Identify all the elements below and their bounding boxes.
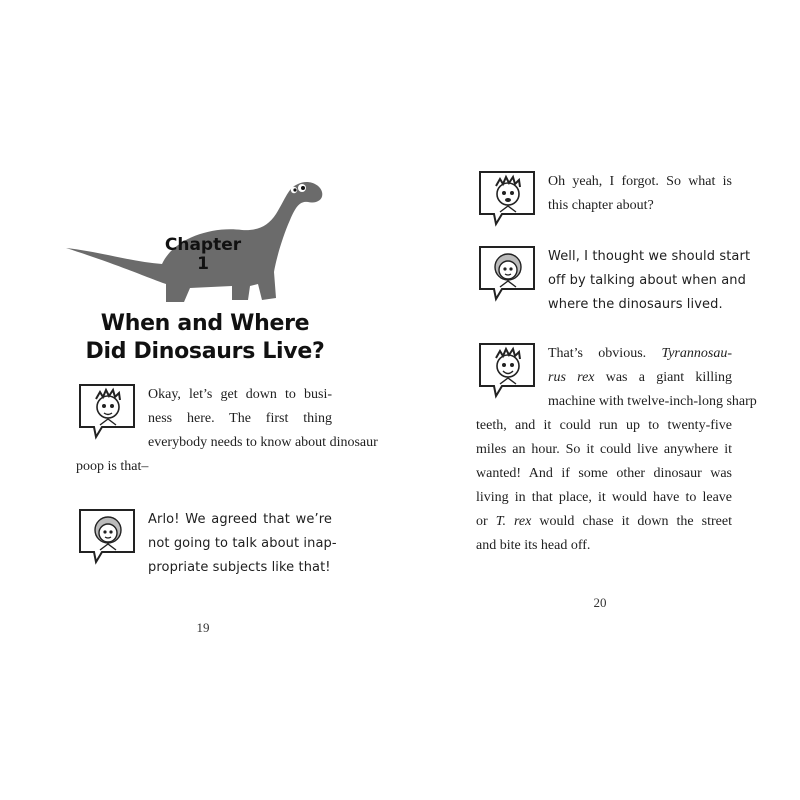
text-line: this chapter about?: [548, 198, 654, 213]
chapter-word: Chapter: [164, 235, 242, 255]
text-line: poop is that–: [76, 459, 149, 474]
text-line: teeth, and it could run up to twenty-five: [476, 418, 732, 433]
text-line: Well, I thought we should start: [548, 249, 751, 264]
dialogue-block-arlo-2: [476, 170, 732, 232]
text-run: would chase it down the street: [531, 514, 732, 529]
text-line: and bite its head off.: [476, 538, 591, 553]
chapter-title-line2: Did Dinosaurs Live?: [85, 339, 325, 364]
text-line: miles an hour. So it could live anywhere it: [476, 442, 732, 457]
chapter-label: [158, 236, 248, 274]
text-line: living in that place, it would have to leave: [476, 490, 732, 505]
dialogue-block-girl-1: [76, 508, 337, 580]
text-line: everybody needs to know about dinosaur: [148, 435, 378, 450]
text-line: wanted! And if some other dinosaur was: [476, 466, 732, 481]
page-number: 20: [593, 595, 607, 610]
text-line: Okay, let’s get down to busi-: [148, 387, 332, 402]
page-number: 19: [196, 620, 210, 635]
dialogue-block-girl-2: [476, 245, 751, 317]
text-run: or: [476, 514, 496, 529]
text-line: where the dinosaurs lived.: [548, 297, 723, 312]
text-line: ness here. The first thing: [148, 411, 332, 426]
text-line: off by talking about when and: [548, 273, 746, 288]
arlo-avatar-icon: [476, 342, 540, 400]
italic-run: Tyrannosau-: [661, 346, 732, 361]
text-line: machine with twelve-inch-long sharp: [548, 394, 757, 409]
italic-run: rus rex: [548, 370, 595, 385]
text-line: [476, 510, 732, 534]
text-line: Oh yeah, I forgot. So what is: [548, 174, 732, 189]
chapter-number: 1: [197, 254, 209, 274]
italic-run: T. rex: [495, 514, 532, 529]
girl-avatar-icon: [476, 245, 540, 303]
text-run: That’s obvious.: [548, 346, 662, 361]
text-line: not going to talk about inap-: [148, 536, 337, 551]
arlo-avatar-icon: [76, 383, 140, 441]
text-line: Arlo! We agreed that we’re: [148, 512, 332, 527]
dialogue-block-arlo-3: [476, 342, 757, 558]
right-page: [400, 0, 800, 800]
text-run: was a giant killing: [594, 370, 732, 385]
chapter-title: [60, 310, 350, 366]
girl-avatar-icon: [76, 508, 140, 566]
text-line: propriate subjects like that!: [148, 560, 331, 575]
dialogue-block-arlo-1: [76, 383, 378, 479]
chapter-title-line1: When and Where: [100, 311, 310, 336]
arlo-avatar-icon: [476, 170, 540, 228]
